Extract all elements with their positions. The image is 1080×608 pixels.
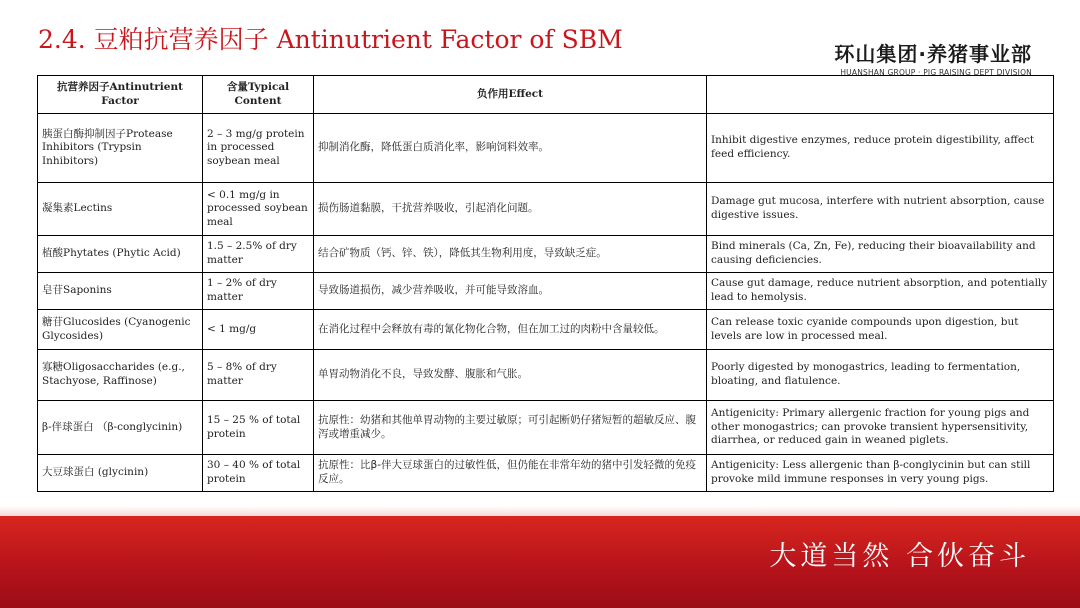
content-cell: 30 – 40 % of total protein xyxy=(203,455,314,492)
table-row xyxy=(38,401,1054,455)
content-cell: 2 – 3 mg/g protein in processed soybean meal xyxy=(203,114,314,183)
factor-cell: 凝集素Lectins xyxy=(38,183,203,236)
content-cell: 5 – 8% of dry matter xyxy=(203,350,314,401)
table-row xyxy=(38,183,1054,236)
content-cell: < 0.1 mg/g in processed soybean meal xyxy=(203,183,314,236)
effect-zh-cell: 单胃动物消化不良，导致发酵、腹胀和气胀。 xyxy=(314,350,707,401)
factor-cell: 大豆球蛋白 (glycinin) xyxy=(38,455,203,492)
table-row xyxy=(38,273,1054,310)
table-row xyxy=(38,310,1054,350)
effect-en-cell: Antigenicity: Primary allergenic fraction for young pigs and other monogastrics; can provoke transient hypersensitivity, diarrhea, or reduced gain in weaned piglets. xyxy=(707,401,1054,455)
effect-en-cell: Antigenicity: Less allergenic than β-conglycinin but can still provoke mild immune responses in very young pigs. xyxy=(707,455,1054,492)
effect-en-cell: Bind minerals (Ca, Zn, Fe), reducing their bioavailability and causing deficiencies. xyxy=(707,236,1054,273)
content-cell: 15 – 25 % of total protein xyxy=(203,401,314,455)
factor-cell: β-伴球蛋白 （β-conglycinin) xyxy=(38,401,203,455)
header-effect-en xyxy=(707,76,1054,114)
effect-en-cell: Can release toxic cyanide compounds upon digestion, but levels are low in processed meal. xyxy=(707,310,1054,350)
effect-zh-cell: 抗原性：幼猪和其他单胃动物的主要过敏原；可引起断奶仔猪短暂的超敏反应、腹泻或增重减少。 xyxy=(314,401,707,455)
header-effect: 负作用Effect xyxy=(314,76,707,114)
company-logo xyxy=(834,38,1032,77)
factor-cell: 植酸Phytates (Phytic Acid) xyxy=(38,236,203,273)
page-title: 2.4. 豆粕抗营养因子 Antinutrient Factor of SBM xyxy=(38,25,623,54)
effect-zh-cell: 在消化过程中会释放有毒的氰化物化合物，但在加工过的肉粉中含量较低。 xyxy=(314,310,707,350)
factor-cell: 寡糖Oligosaccharides (e.g., Stachyose, Raffinose) xyxy=(38,350,203,401)
footer-slogan: 大道当然 合伙奋斗 xyxy=(769,541,1030,572)
effect-zh-cell: 抑制消化酶，降低蛋白质消化率，影响饲料效率。 xyxy=(314,114,707,183)
content-cell: 1 – 2% of dry matter xyxy=(203,273,314,310)
logo-subtitle: HUANSHAN GROUP · PIG RAISING DEPT DIVISION xyxy=(840,68,1032,77)
factor-cell: 胰蛋白酶抑制因子Protease Inhibitors (Trypsin Inhibitors) xyxy=(38,114,203,183)
content-cell: 1.5 – 2.5% of dry matter xyxy=(203,236,314,273)
table-row xyxy=(38,236,1054,273)
effect-en-cell: Poorly digested by monogastrics, leading to fermentation, bloating, and flatulence. xyxy=(707,350,1054,401)
effect-en-cell: Cause gut damage, reduce nutrient absorption, and potentially lead to hemolysis. xyxy=(707,273,1054,310)
table-row xyxy=(38,455,1054,492)
factor-cell: 皂苷Saponins xyxy=(38,273,203,310)
header-content: 含量Typical Content xyxy=(203,76,314,114)
table-header-row xyxy=(38,76,1054,114)
effect-zh-cell: 损伤肠道黏膜，干扰营养吸收，引起消化问题。 xyxy=(314,183,707,236)
effect-zh-cell: 结合矿物质（钙、锌、铁），降低其生物利用度，导致缺乏症。 xyxy=(314,236,707,273)
content-cell: < 1 mg/g xyxy=(203,310,314,350)
logo-name: 环山集团·养猪事业部 xyxy=(834,42,1032,66)
table-row xyxy=(38,114,1054,183)
effect-zh-cell: 抗原性：比β-伴大豆球蛋白的过敏性低，但仍能在非常年幼的猪中引发轻微的免疫反应。 xyxy=(314,455,707,492)
table-row xyxy=(38,350,1054,401)
effect-zh-cell: 导致肠道损伤，减少营养吸收，并可能导致溶血。 xyxy=(314,273,707,310)
effect-en-cell: Inhibit digestive enzymes, reduce protein digestibility, affect feed efficiency. xyxy=(707,114,1054,183)
header-factor: 抗营养因子Antinutrient Factor xyxy=(38,76,203,114)
effect-en-cell: Damage gut mucosa, interfere with nutrient absorption, cause digestive issues. xyxy=(707,183,1054,236)
antinutrient-table xyxy=(37,75,1054,492)
factor-cell: 糖苷Glucosides (Cyanogenic Glycosides) xyxy=(38,310,203,350)
